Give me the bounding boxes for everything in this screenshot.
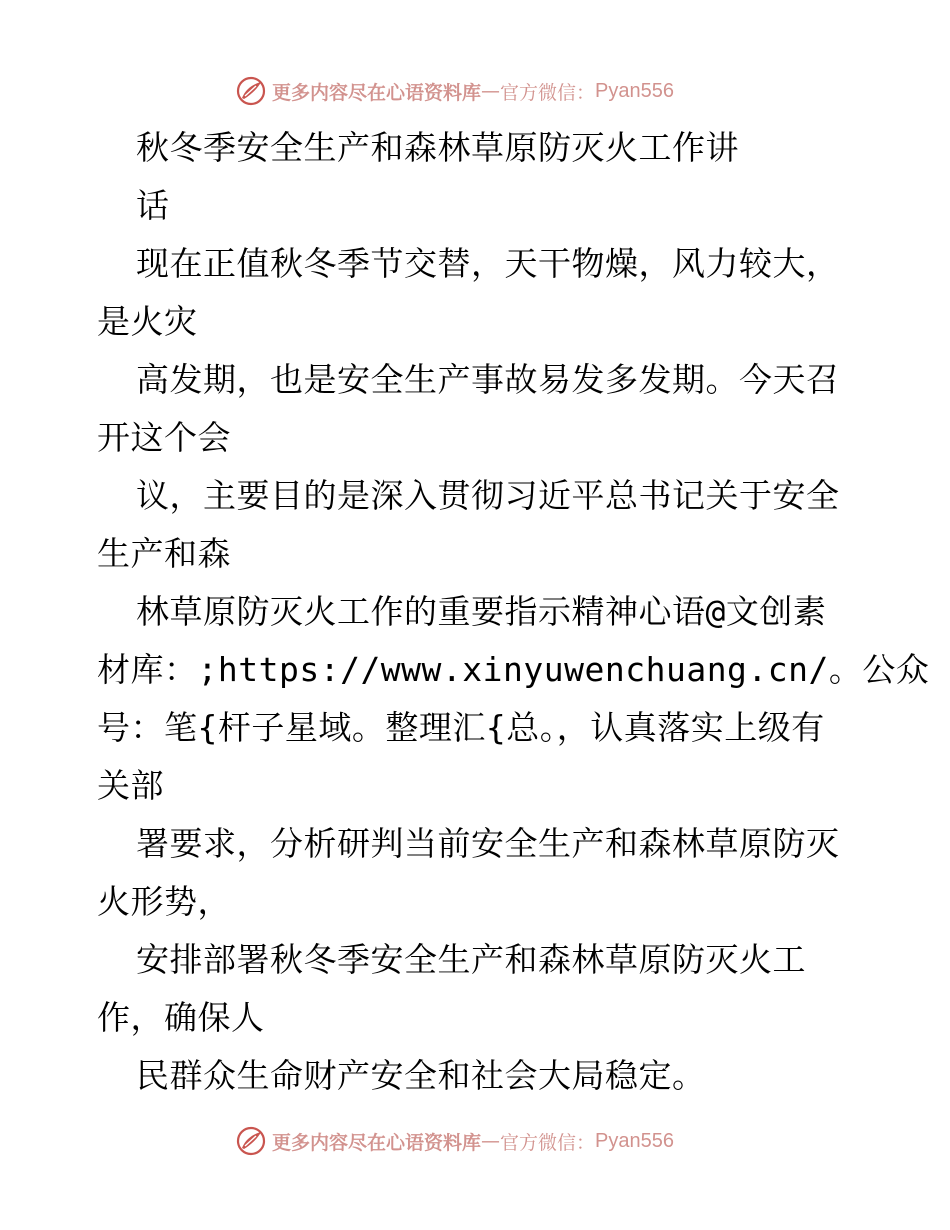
body-line: 号：笔{杆子星域。整理汇{总。，认真落实上级有 — [97, 708, 825, 747]
body-line: 火形势， — [97, 882, 231, 921]
watermark-main-text: 更多内容尽在心语资料库 — [272, 1131, 482, 1154]
body-line: 署要求，分析研判当前安全生产和森林草原防灭 — [136, 824, 840, 863]
pen-logo-icon — [236, 76, 266, 106]
body-line: 高发期，也是安全生产事故易发多发期。今天召 — [136, 360, 840, 399]
watermark-footer — [236, 1124, 674, 1158]
body-line: 秋冬季安全生产和森林草原防灭火工作讲 — [136, 128, 739, 167]
body-line: 是火灾 — [97, 302, 198, 341]
watermark-wechat-id: Pyan556 — [595, 79, 674, 102]
watermark-separator: — — [481, 80, 501, 102]
watermark-wechat-id: Pyan556 — [595, 1129, 674, 1152]
body-line: 民群众生命财产安全和社会大局稳定。 — [136, 1056, 706, 1095]
watermark-official-label: 官方微信： — [500, 81, 596, 104]
body-line: 开这个会 — [97, 418, 231, 457]
body-line: 林草原防灭火工作的重要指示精神心语@文创素 — [136, 592, 827, 631]
body-line: 安排部署秋冬季安全生产和森林草原防灭火工 — [136, 940, 806, 979]
watermark-official-label: 官方微信： — [500, 1131, 596, 1154]
body-line: 现在正值秋冬季节交替，天干物燥，风力较大， — [136, 244, 840, 283]
watermark-main-text: 更多内容尽在心语资料库 — [272, 81, 482, 104]
body-line: 话 — [136, 186, 170, 225]
body-line: 关部 — [97, 766, 164, 805]
body-line: 生产和森 — [97, 534, 231, 573]
body-line: 材库：;https://www.xinyuwenchuang.cn/。公众 — [97, 650, 930, 689]
body-line: 作，确保人 — [97, 998, 265, 1037]
watermark-separator: — — [481, 1130, 501, 1152]
body-line: 议，主要目的是深入贯彻习近平总书记关于安全 — [136, 476, 840, 515]
watermark-header — [236, 74, 674, 108]
pen-logo-icon — [236, 1126, 266, 1156]
